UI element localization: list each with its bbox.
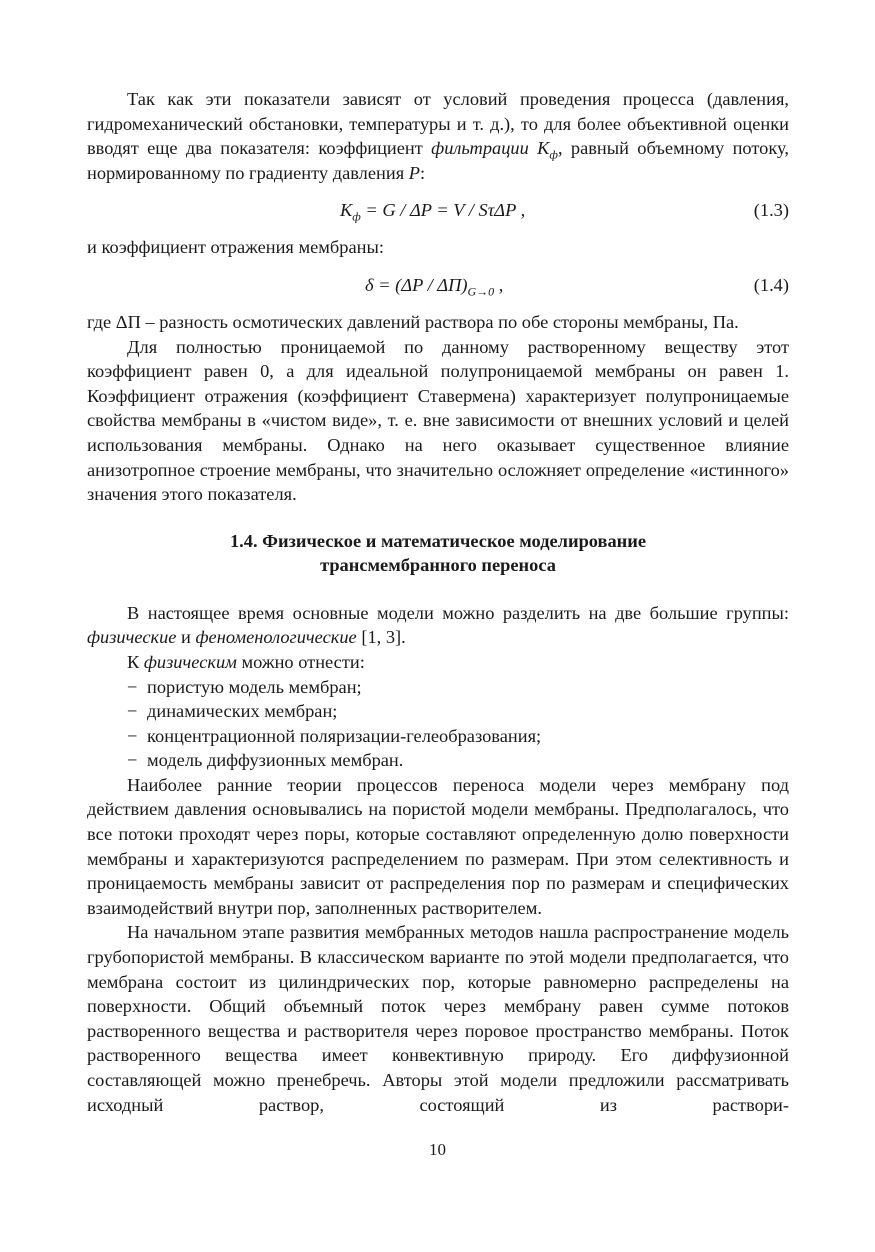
list-item-text: динамических мембран; [147, 701, 338, 722]
p6-text-b: можно отнести: [236, 651, 365, 672]
p1-symbol-p: P [408, 162, 420, 183]
equation-1-3 [87, 185, 789, 235]
eq1-subscript: ф [352, 209, 361, 224]
list-item [87, 748, 789, 773]
list-item-text: концентрационной поляризации-гелеобразования; [147, 725, 542, 746]
equation-1-4 [87, 260, 789, 310]
equation-1-3-formula [340, 198, 525, 223]
list-item-text: пористую модель мембран; [147, 676, 362, 697]
dash-mark: − [127, 750, 138, 771]
list-item [87, 675, 789, 700]
eq2-tail: , [494, 274, 504, 295]
p1-text-b: , равный объемному потоку, нормированному по градиенту давления [87, 138, 789, 183]
equation-1-4-formula [365, 273, 503, 298]
paragraph-8: На начальном этапе развития мембранных методов нашла распространение модель грубопористой мембраны. В классическом варианте по этой модели предполагается, что мембрана состоит из цилиндрических пор, которые равномерно распределены на поверхности. Общий объемный поток через мембрану равен сумме потоков растворенного вещества и растворителя через поровое пространство мембраны. Поток растворенного вещества имеет конвективную природу. Его диффузионной составляющей можно пренебречь. Авторы этой модели предложили рассматривать исходный раствор, состоящий из раствори- [87, 922, 789, 1115]
paragraph-7: Наиболее ранние теории процессов переноса модели через мембрану под действием давления основывались на пористой модели мембраны. Предполагалось, что все потоки проходят через поры, которые составляют определенную долю поверхности мембраны и характеризуются распределением по размерам. При этом селективность и проницаемость мембраны зависит от распределения пор по размерам и специфических взаимодействий внутри пор, заполненных растворителем. [87, 774, 789, 918]
paragraph-5 [87, 601, 789, 650]
dash-mark: − [127, 676, 138, 697]
equation-1-4-number: (1.4) [753, 274, 789, 295]
list-item [87, 724, 789, 749]
paragraph-6 [87, 650, 789, 675]
paragraph-3: где ΔΠ – разность осмотических давлений раствора по обе стороны мембраны, Па. [87, 311, 739, 332]
page-body [87, 87, 789, 1117]
dash-mark: − [127, 701, 138, 722]
p5-emphasis-1: физические [87, 627, 177, 648]
p5-text-c: [1, 3]. [356, 627, 406, 648]
p5-text-a: В настоящее время основные модели можно разделить на две большие группы: [127, 602, 789, 623]
eq1-rest: = G / ΔP = V / SτΔP , [360, 200, 526, 221]
p5-text-b: и [176, 627, 196, 648]
paragraph-1 [87, 87, 789, 185]
paragraph-2: и коэффициент отражения мембраны: [87, 237, 384, 258]
eq2-subscript: G→0 [467, 284, 495, 299]
p1-emphasis: фильтрации K [431, 138, 550, 159]
page-number: 10 [429, 1140, 446, 1159]
p5-emphasis-2: феноменологические [195, 627, 357, 648]
section-heading [87, 529, 789, 577]
section-heading-line-1: 1.4. Физическое и математическое моделирование [229, 530, 647, 551]
p1-subscript: ф [549, 147, 558, 162]
model-list [87, 675, 789, 773]
p6-emphasis: физическим [143, 651, 237, 672]
paragraph-4: Для полностью проницаемой по данному растворенному веществу этот коэффициент равен 0, а для идеальной полупроницаемой мембраны он равен 1. Коэффициент отражения (коэффициент Ставермена) характеризует полупроницаемые свойства мембраны в «чистом виде», т. е. вне зависимости от внешних условий и целей использования мембраны. Однако на него оказывает существенное влияние анизотропное строение мембраны, что значительно осложняет определение «истинного» значения этого показателя. [87, 336, 789, 505]
list-item [87, 699, 789, 724]
dash-mark: − [127, 725, 138, 746]
eq1-k: K [340, 200, 353, 221]
equation-1-3-number: (1.3) [753, 200, 789, 221]
p6-text-a: К [127, 651, 144, 672]
p1-text-c: : [420, 162, 426, 183]
eq2-main: δ = (ΔP / ΔΠ) [365, 274, 468, 295]
list-item-text: модель диффузионных мембран. [147, 750, 404, 771]
section-heading-line-2: трансмембранного переноса [320, 554, 556, 575]
p1-text-a: Так как эти показатели зависят от условий проведения процесса (давления, гидромеханический обстановки, температуры и т. д.), то для более объективной оценки вводят еще два показателя: коэффициент [87, 89, 789, 159]
